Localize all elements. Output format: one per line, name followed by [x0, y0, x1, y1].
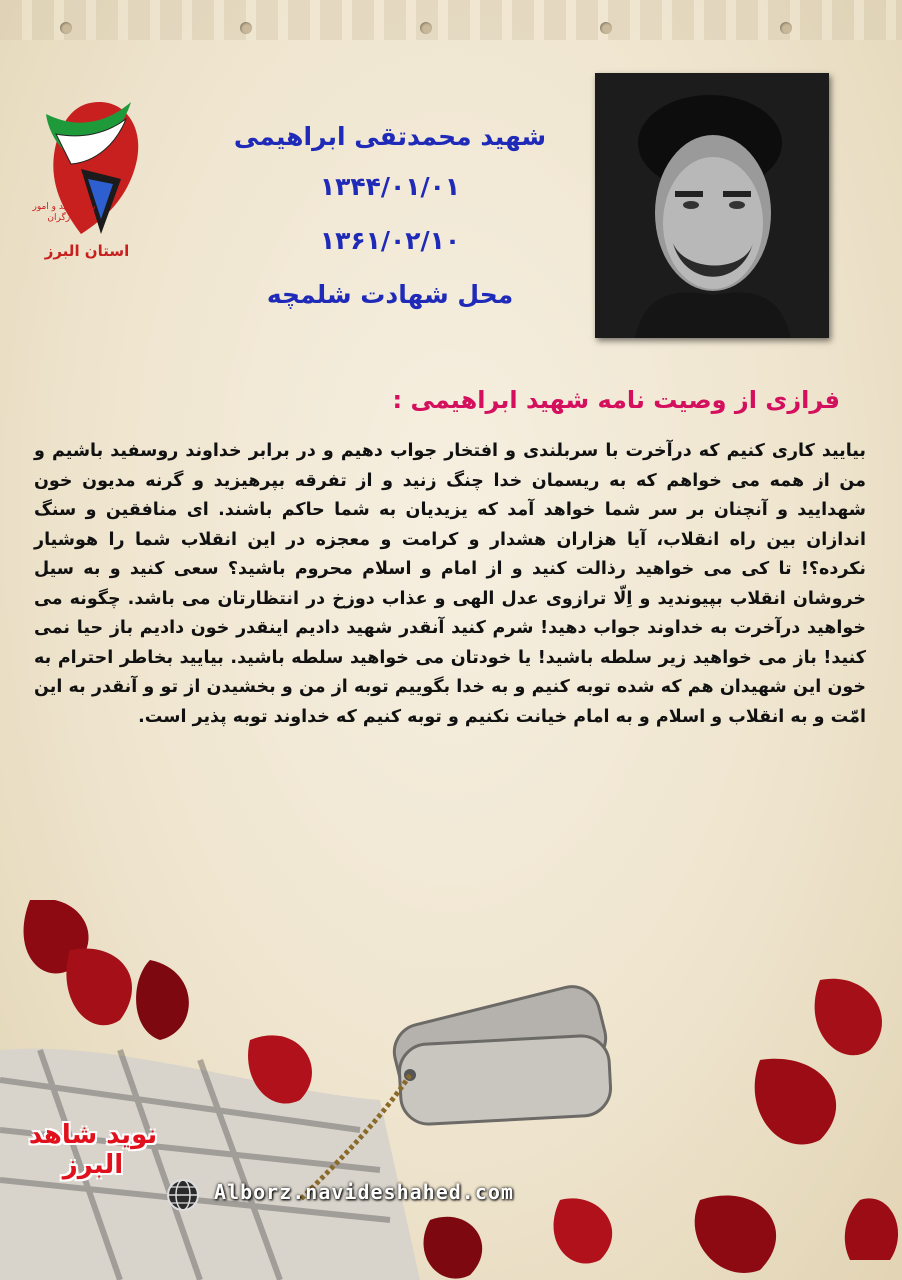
will-text: بیایید کاری کنیم که درآخرت با سربلندی و افتخار جواب دهیم و در برابر خداوند روسفید باشیم و من از همه می خواهم که به ریسمان خدا چنگ زنید و از تفرقه بپرهیزید و گرنه مدیون خون شهدایید و آنچنان بر سر شما خواهد آمد که یزیدیان به شما حاکم باشند. ای منافقین و سنگ اندازان بین راه انقلاب، آیا هزاران هشدار و کرامت و معجزه در این انقلاب شما را هوشیار نکرده؟! تا کی می خواهید رذالت کنید و از امام و اسلام محروم باشید؟ سعی کنید و به سیل خروشان انقلاب بپیوندید و اِلّا ترازوی عدل الهی و عذاب دوزخ در انتظارتان می باشد. چگونه می خواهید درآخرت به خداوند جواب دهید! شرم کنید آنقدر شهید دادیم اینقدر خون دادیم باز حیا نمی کنید! باز می خواهید زیر سلطه باشید! یا خودتان می خواهید سلطه باشید. بیایید بخاطر احترام به خون این شهیدان هم که شده توبه کنیم و به خدا بگوییم توبه از من و بخشیدن از تو و آنقدر به این امّت و به انقلاب و اسلام و به امام خیانت نکنیم و توبه کنیم که خداوند توبه پذیر است. — [34, 441, 866, 727]
paper-hole — [60, 22, 72, 34]
birth-date: ۱۳۴۴/۰۱/۰۱ — [319, 172, 461, 201]
logo-province-caption: استان البرز — [44, 242, 130, 260]
globe-icon — [166, 1178, 200, 1212]
decorative-footer — [0, 900, 902, 1280]
paper-hole — [780, 22, 792, 34]
paper-hole — [600, 22, 612, 34]
martyr-name: شهید محمدتقی ابراهیمی — [233, 122, 547, 151]
martyr-photo — [595, 73, 829, 338]
paper-hole — [420, 22, 432, 34]
paper-hole — [240, 22, 252, 34]
martyrdom-date: ۱۳۶۱/۰۲/۱۰ — [319, 226, 461, 255]
martyrdom-place: محل شهادت شلمچه — [266, 280, 514, 309]
website-link[interactable]: Alborz.navideshahed.com — [214, 1180, 514, 1204]
logo-foundation-text: بنیاد شهید و امور ایثارگران — [32, 202, 96, 223]
will-section-title: فرازی از وصیت نامه شهید ابراهیمی : — [392, 386, 840, 414]
brand-logo-text: نوید شاهد البرز — [28, 1120, 158, 1180]
